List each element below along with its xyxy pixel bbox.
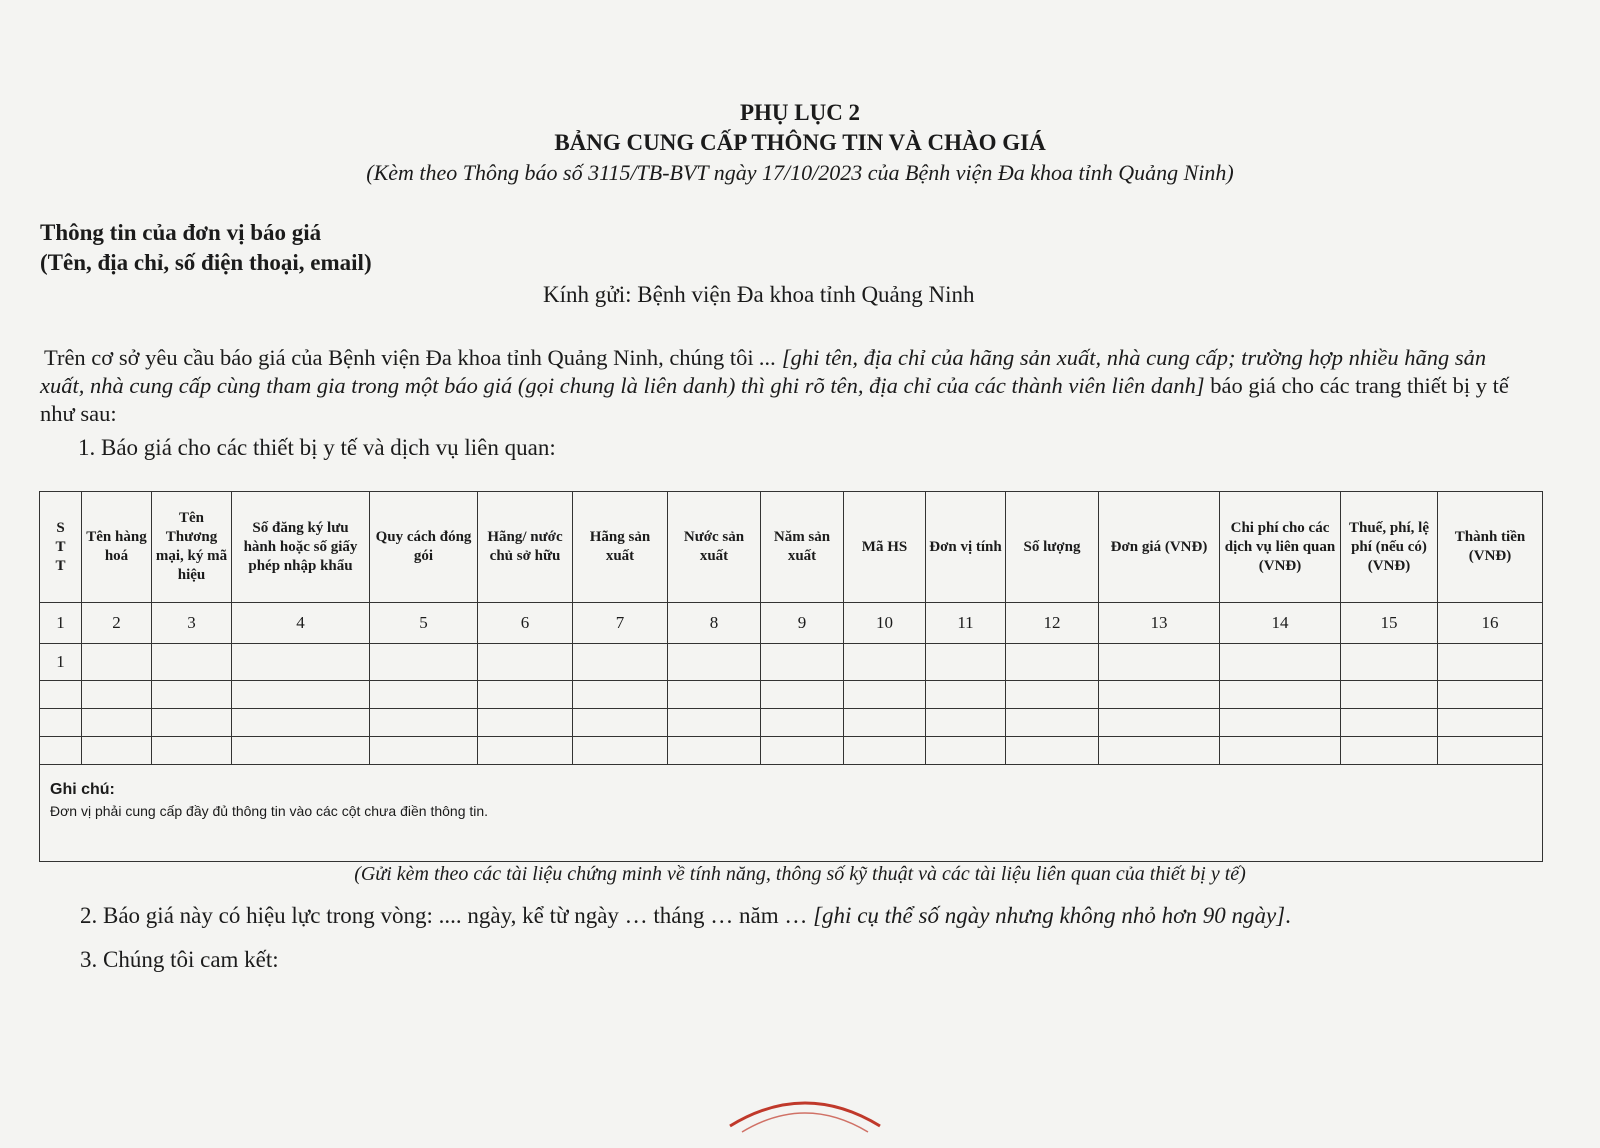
empty-cell[interactable]: [370, 737, 478, 765]
column-number: 4: [232, 603, 370, 644]
table-row: [40, 644, 1543, 681]
empty-cell[interactable]: [232, 737, 370, 765]
empty-cell[interactable]: [1438, 644, 1543, 681]
empty-cell[interactable]: [1341, 644, 1438, 681]
header-cell: Thuế, phí, lệ phí (nếu có) (VNĐ): [1341, 492, 1438, 603]
empty-cell[interactable]: [1220, 737, 1341, 765]
empty-cell[interactable]: [1220, 709, 1341, 737]
empty-cell[interactable]: [761, 709, 844, 737]
empty-cell[interactable]: [40, 737, 82, 765]
empty-cell[interactable]: [152, 737, 232, 765]
column-number: 8: [668, 603, 761, 644]
empty-cell[interactable]: [82, 681, 152, 709]
section-1-heading: 1. Báo giá cho các thiết bị y tế và dịch vụ liên quan:: [78, 435, 556, 460]
empty-cell[interactable]: [232, 709, 370, 737]
empty-cell[interactable]: [844, 681, 926, 709]
column-number: 5: [370, 603, 478, 644]
column-number: 9: [761, 603, 844, 644]
header-cell: Hãng/ nước chủ sở hữu: [478, 492, 573, 603]
empty-cell[interactable]: [1099, 737, 1220, 765]
empty-cell[interactable]: [1006, 644, 1099, 681]
column-number: 7: [573, 603, 668, 644]
empty-cell[interactable]: [370, 681, 478, 709]
table-row: [40, 737, 1543, 765]
empty-cell[interactable]: [1220, 644, 1341, 681]
empty-cell[interactable]: [573, 709, 668, 737]
header-cell: Số đăng ký lưu hành hoặc số giấy phép nhập khẩu: [232, 492, 370, 603]
column-number: 10: [844, 603, 926, 644]
empty-cell[interactable]: [761, 737, 844, 765]
empty-cell[interactable]: [668, 681, 761, 709]
empty-cell[interactable]: [926, 681, 1006, 709]
empty-cell[interactable]: [668, 737, 761, 765]
empty-cell[interactable]: [152, 709, 232, 737]
empty-cell[interactable]: [478, 737, 573, 765]
header-cell: Thành tiền (VNĐ): [1438, 492, 1543, 603]
appendix-label: PHỤ LỤC 2: [739, 100, 861, 125]
header-cell: Tên Thương mại, ký mã hiệu: [152, 492, 232, 603]
column-number: 13: [1099, 603, 1220, 644]
column-number: 16: [1438, 603, 1543, 644]
empty-cell[interactable]: [844, 644, 926, 681]
header-cell: Số lượng: [1006, 492, 1099, 603]
header-cell: Đơn vị tính: [926, 492, 1006, 603]
column-number: 3: [152, 603, 232, 644]
empty-cell[interactable]: [82, 644, 152, 681]
intro-lead: Trên cơ sở yêu cầu báo giá của Bệnh viện Đa khoa tỉnh Quảng Ninh, chúng tôi: [44, 345, 760, 370]
empty-cell[interactable]: [370, 709, 478, 737]
empty-cell[interactable]: [1220, 681, 1341, 709]
note-title: Ghi chú:: [50, 781, 115, 798]
empty-cell[interactable]: [573, 681, 668, 709]
empty-cell[interactable]: [478, 709, 573, 737]
empty-cell[interactable]: [1341, 737, 1438, 765]
empty-cell[interactable]: [926, 644, 1006, 681]
note-cell: [40, 765, 1543, 862]
attachment-note: (Gửi kèm theo các tài liệu chứng minh về tính năng, thông số kỹ thuật và các tài liệu liên quan của thiết bị y tế): [354, 863, 1246, 885]
empty-cell[interactable]: [1099, 709, 1220, 737]
empty-cell[interactable]: [926, 709, 1006, 737]
empty-cell[interactable]: [761, 644, 844, 681]
intro-tail: báo giá cho các trang thiết bị y tế như sau:: [40, 373, 1509, 426]
empty-cell[interactable]: [1438, 681, 1543, 709]
header-cell: Đơn giá (VNĐ): [1099, 492, 1220, 603]
empty-cell[interactable]: [573, 644, 668, 681]
empty-cell[interactable]: [478, 644, 573, 681]
empty-cell[interactable]: [82, 709, 152, 737]
validity-lead: 2. Báo giá này có hiệu lực trong vòng: .... ngày, kể từ ngày … tháng … năm …: [80, 903, 814, 928]
empty-cell[interactable]: [668, 644, 761, 681]
header-cell: Năm sản xuất: [761, 492, 844, 603]
red-stamp-fragment: [720, 1088, 890, 1148]
header-cell: Mã HS: [844, 492, 926, 603]
column-number: 2: [82, 603, 152, 644]
empty-cell[interactable]: [668, 709, 761, 737]
header-cell: S T T: [40, 492, 82, 603]
column-number: 11: [926, 603, 1006, 644]
empty-cell[interactable]: [1341, 709, 1438, 737]
document-title: BẢNG CUNG CẤP THÔNG TIN VÀ CHÀO GIÁ: [554, 130, 1046, 155]
table-row: [40, 709, 1543, 737]
empty-cell[interactable]: [82, 737, 152, 765]
empty-cell[interactable]: [1438, 737, 1543, 765]
section-2-validity: [80, 903, 1291, 929]
supplier-info-fields: (Tên, địa chỉ, số điện thoại, email): [40, 250, 372, 275]
empty-cell[interactable]: [232, 681, 370, 709]
empty-cell[interactable]: [1438, 709, 1543, 737]
column-number: 12: [1006, 603, 1099, 644]
stt-cell: 1: [40, 644, 82, 681]
header-cell: Nước sản xuất: [668, 492, 761, 603]
document-subtitle: (Kèm theo Thông báo số 3115/TB-BVT ngày 17/10/2023 của Bệnh viện Đa khoa tỉnh Quảng Ninh): [366, 160, 1234, 185]
empty-cell[interactable]: [1006, 681, 1099, 709]
empty-cell[interactable]: [232, 644, 370, 681]
header-cell: Quy cách đóng gói: [370, 492, 478, 603]
section-3-commitment: 3. Chúng tôi cam kết:: [80, 947, 279, 972]
empty-cell[interactable]: [1006, 737, 1099, 765]
table-note-row: [40, 765, 1543, 862]
empty-cell[interactable]: [1099, 644, 1220, 681]
empty-cell[interactable]: [40, 681, 82, 709]
empty-cell[interactable]: [152, 644, 232, 681]
header-cell: Tên hàng hoá: [82, 492, 152, 603]
header-cell: Hãng sản xuất: [573, 492, 668, 603]
empty-cell[interactable]: [844, 709, 926, 737]
column-number: 14: [1220, 603, 1341, 644]
header-cell: Chi phí cho các dịch vụ liên quan (VNĐ): [1220, 492, 1341, 603]
empty-cell[interactable]: [478, 681, 573, 709]
column-number: 15: [1341, 603, 1438, 644]
empty-cell[interactable]: [1341, 681, 1438, 709]
validity-tail: .: [1285, 903, 1291, 928]
empty-cell[interactable]: [370, 644, 478, 681]
validity-placeholder: [ghi cụ thể số ngày nhưng không nhỏ hơn 90 ngày]: [813, 903, 1286, 928]
empty-cell[interactable]: [1099, 681, 1220, 709]
column-number-row: [40, 603, 1543, 644]
table-row: [40, 681, 1543, 709]
empty-cell[interactable]: [573, 737, 668, 765]
quotation-table: [39, 491, 1543, 862]
column-number: 6: [478, 603, 573, 644]
note-text: Đơn vị phải cung cấp đầy đủ thông tin vào các cột chưa điền thông tin.: [50, 803, 489, 819]
empty-cell[interactable]: [40, 709, 82, 737]
empty-cell[interactable]: [761, 681, 844, 709]
empty-cell[interactable]: [844, 737, 926, 765]
intro-placeholder: ... [ghi tên, địa chỉ của hãng sản xuất, nhà cung cấp; trường hợp nhiều hãng sản xuất, nhà cung cấp cùng tham gia trong một báo giá (gọi chung là liên danh) thì ghi rõ tên, địa chỉ của các thành viên liên danh]: [40, 345, 1487, 398]
column-number: 1: [40, 603, 82, 644]
empty-cell[interactable]: [152, 681, 232, 709]
empty-cell[interactable]: [1006, 709, 1099, 737]
greeting-line: Kính gửi: Bệnh viện Đa khoa tỉnh Quảng Ninh: [543, 282, 975, 307]
table-header-row: [40, 492, 1543, 603]
intro-paragraph: [40, 344, 1520, 428]
supplier-info-heading: Thông tin của đơn vị báo giá: [40, 220, 322, 245]
empty-cell[interactable]: [926, 737, 1006, 765]
